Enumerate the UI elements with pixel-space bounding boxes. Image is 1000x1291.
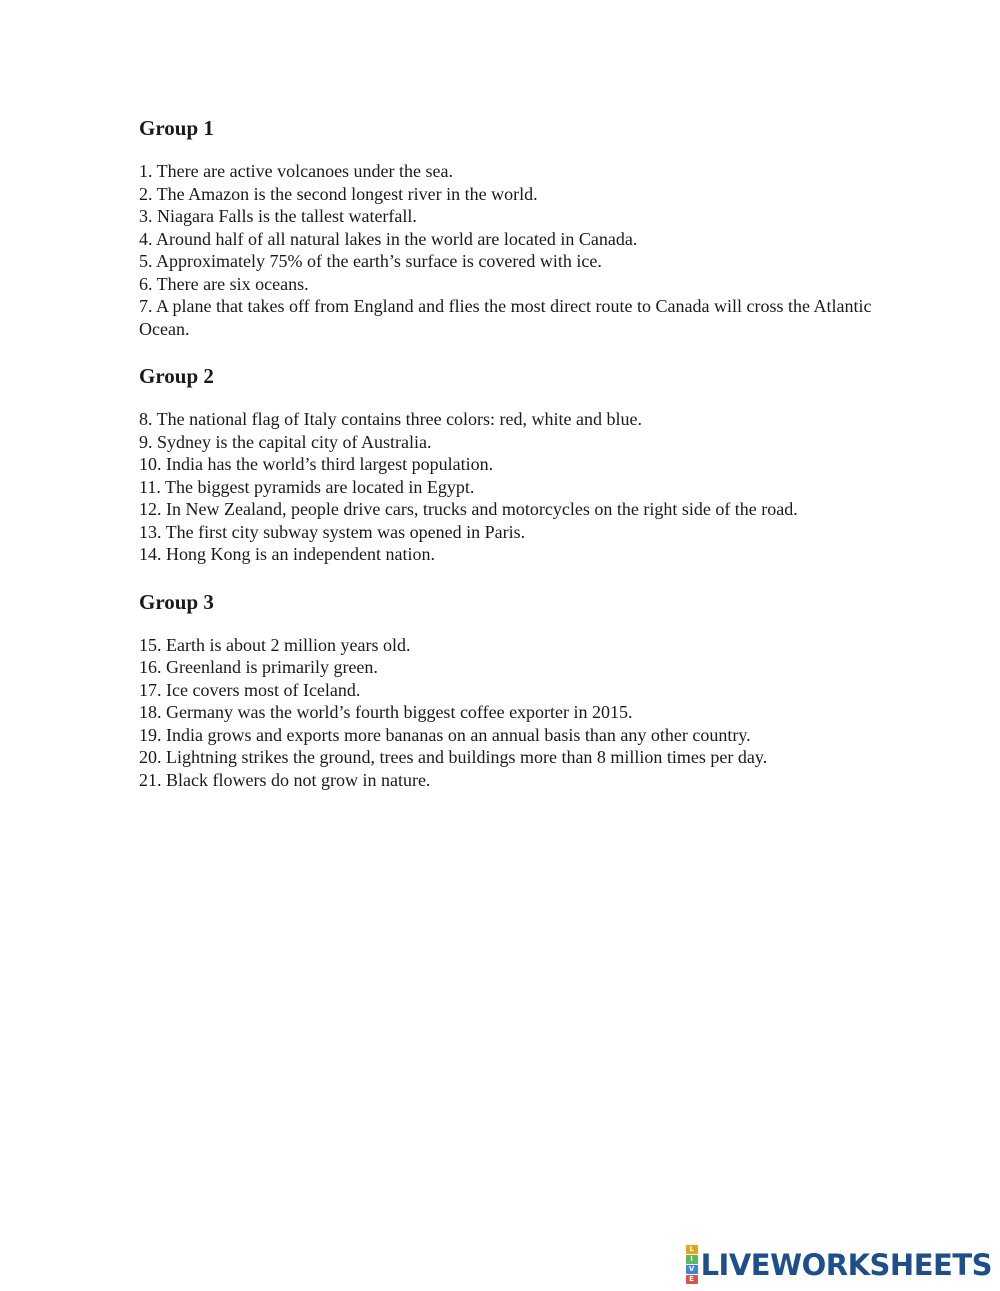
worksheet-content [139,114,879,813]
statement-16: 16. Greenland is primarily green. [139,657,378,677]
statement-2: 2. The Amazon is the second longest river in the world. [139,183,538,204]
liveworksheets-logo [686,1245,992,1285]
group-3-heading: Group 3 [139,589,214,614]
statement-5: 5. Approximately 75% of the earth’s surface is covered with ice. [139,251,602,271]
logo-block-l: L [686,1245,698,1254]
statement-9: 9. Sydney is the capital city of Australia. [139,431,432,452]
statement-18: 18. Germany was the world’s fourth biggest coffee exporter in 2015. [139,702,633,722]
statement-6: 6. There are six oceans. [139,273,309,294]
statement-20: 20. Lightning strikes the ground, trees and buildings more than 8 million times per day. [139,747,768,767]
statement-11: 11. The biggest pyramids are located in Egypt. [139,476,475,497]
statement-4: 4. Around half of all natural lakes in the world are located in Canada. [139,228,638,249]
statement-8: 8. The national flag of Italy contains three colors: red, white and blue. [139,409,643,429]
statement-13: 13. The first city subway system was opened in Paris. [139,521,526,542]
logo-block-v: V [686,1265,698,1274]
group-3-list [139,634,879,792]
group-3-section [139,588,879,792]
statement-19: 19. India grows and exports more bananas on an annual basis than any other country. [139,724,751,745]
statement-15: 15. Earth is about 2 million years old. [139,634,411,655]
group-2-list [139,408,879,566]
statement-12: 12. In New Zealand, people drive cars, trucks and motorcycles on the right side of the road. [139,499,798,519]
statement-17: 17. Ice covers most of Iceland. [139,679,361,700]
statement-7: 7. A plane that takes off from England and flies the most direct route to Canada will cross the Atlantic Ocean. [139,296,872,339]
group-1-section [139,114,879,340]
group-2-heading: Group 2 [139,364,214,388]
group-1-heading: Group 1 [139,116,214,140]
group-1-list [139,160,879,340]
logo-block-e: E [686,1275,698,1284]
statement-21: 21. Black flowers do not grow in nature. [139,769,431,790]
statement-3: 3. Niagara Falls is the tallest waterfall. [139,206,417,226]
logo-block-i: I [686,1255,698,1264]
group-2-section [139,362,879,566]
logo-text: LIVEWORKSHEETS [700,1248,992,1282]
statement-1: 1. There are active volcanoes under the sea. [139,161,454,181]
statement-14: 14. Hong Kong is an independent nation. [139,544,435,564]
logo-blocks-icon [686,1245,698,1285]
statement-10: 10. India has the world’s third largest population. [139,454,494,474]
